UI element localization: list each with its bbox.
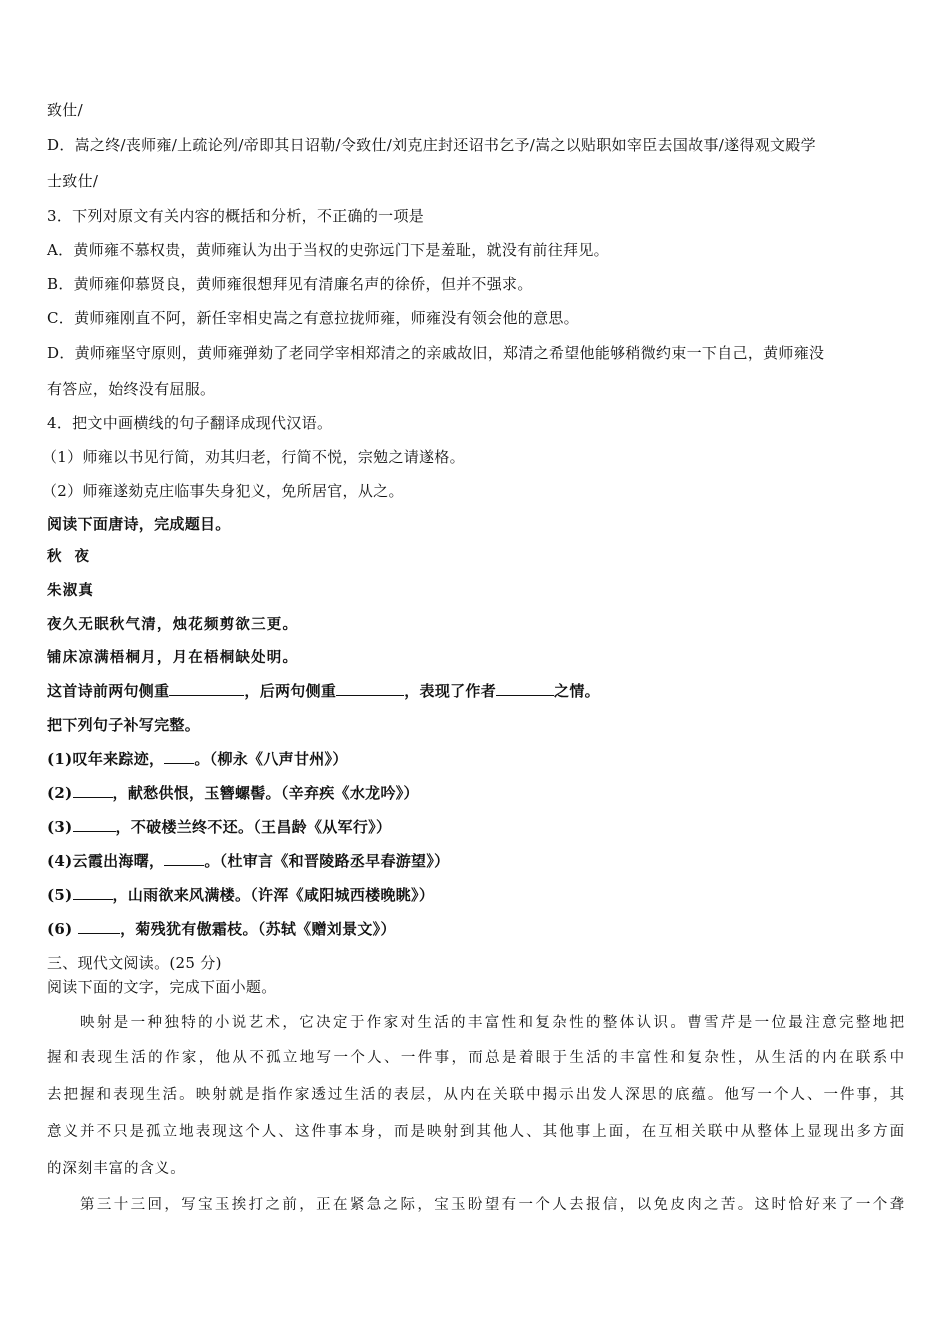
fill-item-3-post: ，不破楼兰终不还。（王昌龄《从军行》） [115, 818, 392, 836]
passage-p1-line-2: 握和表现生活的作家，他从不孤立地写一个人、一件事，而总是着眼于生活的丰富性和复杂性，从生活的内在联系中 [47, 1050, 905, 1066]
passage-p1-line-5: 的深刻丰富的含义。 [47, 1161, 186, 1177]
q3-option-d-line1: D．黄师雍坚守原则，黄师雍弹劾了老同学宰相郑清之的亲戚故旧，郑清之希望他能够稍微约束一下自己，黄师雍没 [47, 344, 825, 362]
poem-author: 朱淑真 [47, 582, 95, 599]
fill-item-4-pre: (4)云霞出海曙， [47, 852, 165, 870]
fill-item-2-post: ，献愁供恨，玉簪螺髻。（辛弃疾《水龙吟》） [112, 784, 419, 802]
answer-blank-2[interactable] [336, 681, 404, 696]
fill-item-2 [47, 783, 905, 803]
fill-blank-6[interactable] [78, 919, 120, 934]
q4-sentence-2: （2）师雍遂劾克庄临事失身犯义，免所居官，从之。 [42, 482, 404, 500]
q2-option-d-line1: D．嵩之终/丧师雍/上疏论列/帝即其日诏勒/令致仕/刘克庄封还诏书乞予/嵩之以贴职如宰臣去国故事/遂得观文殿学 [47, 136, 816, 154]
fill-item-3-pre: (3) [47, 818, 73, 836]
poem-question-part-3: ，表现了作者 [404, 682, 497, 700]
fill-blank-5[interactable] [73, 885, 113, 900]
answer-blank-1[interactable] [169, 681, 244, 696]
poem-question-part-2: ，后两句侧重 [244, 682, 337, 700]
poem-question-part-1: 这首诗前两句侧重 [47, 682, 170, 700]
fill-blank-2[interactable] [73, 783, 113, 798]
fill-item-6-pre: (6) [47, 920, 79, 938]
poem-question [47, 681, 905, 701]
q3-option-b: B．黄师雍仰慕贤良，黄师雍很想拜见有清廉名声的徐侨，但并不强求。 [47, 275, 533, 293]
poem-title: 秋 夜 [47, 548, 94, 565]
passage-p1-line-3: 去把握和表现生活。映射就是指作家透过生活的表层，从内在关联中揭示出发人深思的底蕴。他写一个人、一件事，其 [47, 1087, 905, 1103]
fill-item-1-post: 。（柳永《八声甘州》） [194, 750, 348, 768]
fill-item-3 [47, 817, 905, 837]
poem-line-1: 夜久无眠秋气清，烛花频剪欲三更。 [47, 616, 299, 633]
fill-blank-3[interactable] [73, 817, 116, 832]
fill-item-5-pre: (5) [47, 886, 73, 904]
q3-stem: 3．下列对原文有关内容的概括和分析，不正确的一项是 [47, 207, 425, 225]
poem-question-part-4: 之情。 [554, 682, 600, 700]
fill-blank-1[interactable] [164, 749, 194, 764]
q4-stem: 4．把文中画横线的句子翻译成现代汉语。 [47, 414, 333, 432]
fill-item-5-post: ，山雨欲来风满楼。（许浑《咸阳城西楼晚眺》） [112, 886, 435, 904]
fill-item-6-post: ，菊残犹有傲霜枝。（苏轼《赠刘景文》） [120, 920, 396, 938]
q3-option-c: C．黄师雍刚直不阿，新任宰相史嵩之有意拉拢师雍，师雍没有领会他的意思。 [47, 309, 579, 327]
section-3-instruction: 阅读下面的文字，完成下面小题。 [47, 978, 277, 996]
fill-item-5 [47, 885, 905, 905]
q2-option-c-continuation: 致仕/ [47, 101, 83, 119]
passage-p2-line-1: 第三十三回，写宝玉挨打之前，正在紧急之际，宝玉盼望有一个人去报信，以免皮肉之苦。这时恰好来了一个聋 [80, 1197, 905, 1213]
q2-option-d-line2: 士致仕/ [47, 172, 99, 190]
fill-item-2-pre: (2) [47, 784, 73, 802]
fill-blank-4[interactable] [164, 851, 204, 866]
poem-line-2: 铺床凉满梧桐月，月在梧桐缺处明。 [47, 649, 299, 666]
answer-blank-3[interactable] [496, 681, 554, 696]
q3-option-d-line2: 有答应，始终没有屈服。 [47, 380, 216, 398]
passage-p1-line-4: 意义并不只是孤立地表现这个人、这件事本身，而是映射到其他人、其他事上面，在互相关联中从整体上显现出多方面 [47, 1124, 905, 1140]
passage-p1-line-1: 映射是一种独特的小说艺术，它决定于作家对生活的丰富性和复杂性的整体认识。曹雪芹是一位最注意完整地把 [80, 1015, 905, 1031]
fill-item-4 [47, 851, 905, 871]
section-3-heading: 三、现代文阅读。(25 分) [47, 954, 222, 972]
q3-option-a: A．黄师雍不慕权贵，黄师雍认为出于当权的史弥远门下是羞耻，就没有前往拜见。 [47, 241, 609, 259]
q4-sentence-1: （1）师雍以书见行简，劝其归老，行简不悦，宗勉之请遂格。 [42, 448, 465, 466]
fill-item-1-pre: (1)叹年来踪迹， [47, 750, 165, 768]
poem-instruction: 阅读下面唐诗，完成题目。 [47, 515, 231, 533]
fill-item-6 [47, 919, 905, 939]
fill-item-1 [47, 749, 905, 769]
fill-item-4-post: 。（杜审言《和晋陵路丞早春游望》） [204, 852, 450, 870]
fill-instruction: 把下列句子补写完整。 [47, 716, 201, 734]
